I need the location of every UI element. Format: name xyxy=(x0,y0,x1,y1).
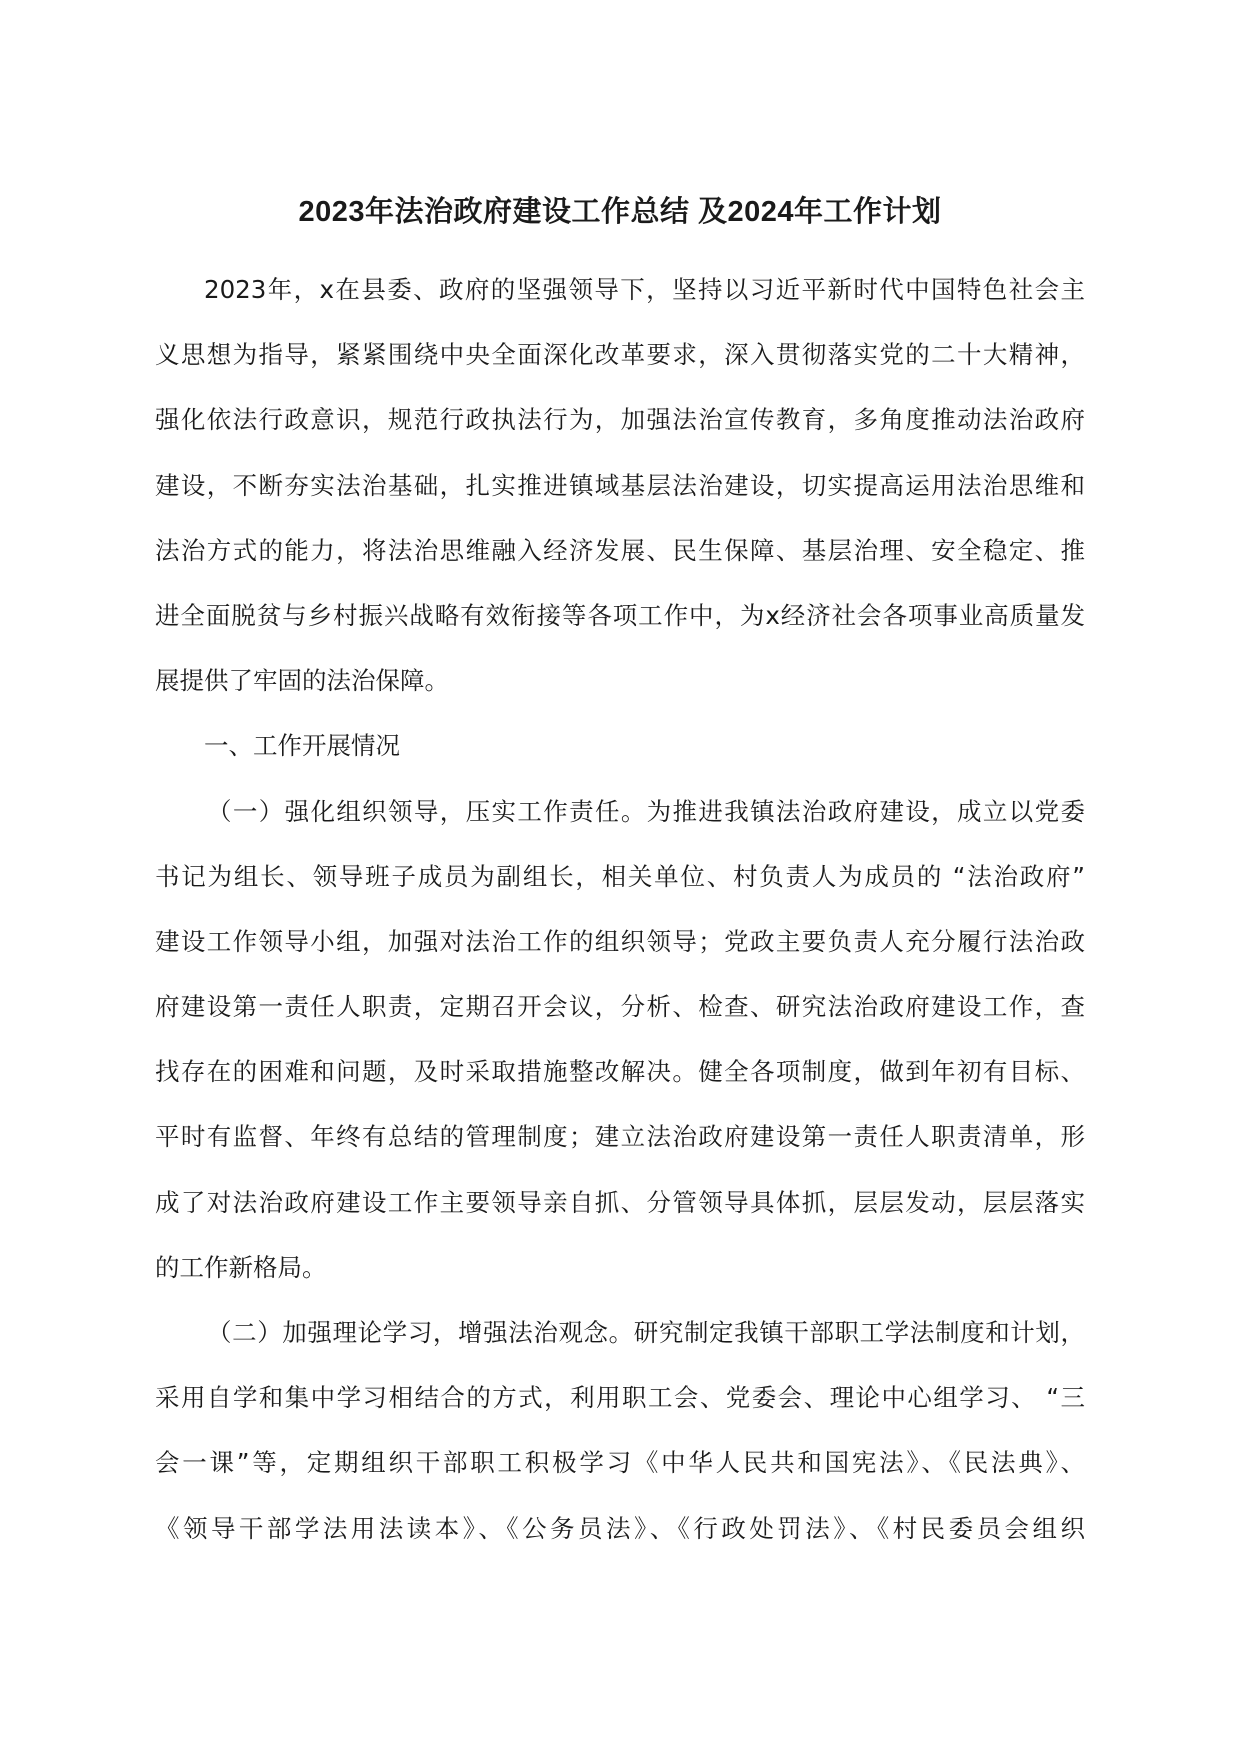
document-title: 2023年法治政府建设工作总结 及2024年工作计划 xyxy=(298,196,942,228)
section-heading: 一、工作开展情况 xyxy=(204,731,400,761)
paragraph-line: 府建设第一责任人职责，定期召开会议，分析、检查、研究法治政府建设工作，查 xyxy=(155,992,1085,1022)
paragraph-line: 强化依法行政意识，规范行政执法行为，加强法治宣传教育，多角度推动法治政府 xyxy=(155,405,1085,435)
paragraph-line: 2023年，x在县委、政府的坚强领导下，坚持以习近平新时代中国特色社会主 xyxy=(204,275,1085,304)
document-body xyxy=(155,257,1085,1561)
paragraph-line: 会一课”等，定期组织干部职工积极学习《中华人民共和国宪法》、《民法典》、 xyxy=(155,1448,1085,1478)
paragraph-line: 《领导干部学法用法读本》、《公务员法》、《行政处罚法》、《村民委员会组织 xyxy=(155,1513,1085,1543)
paragraph-line: 找存在的困难和问题，及时采取措施整改解决。健全各项制度，做到年初有目标、 xyxy=(155,1057,1085,1087)
paragraph-line: 成了对法治政府建设工作主要领导亲自抓、分管领导具体抓，层层发动，层层落实 xyxy=(155,1187,1085,1217)
paragraph-line: 进全面脱贫与乡村振兴战略有效衔接等各项工作中，为x经济社会各项事业高质量发 xyxy=(155,600,1085,630)
paragraph-line: 法治方式的能力，将法治思维融入经济发展、民生保障、基层治理、安全稳定、推 xyxy=(155,535,1085,565)
paragraph-line: 的工作新格局。 xyxy=(155,1252,327,1282)
paragraph-line: 义思想为指导，紧紧围绕中央全面深化改革要求，深入贯彻落实党的二十大精神， xyxy=(155,340,1085,370)
paragraph-line: 书记为组长、领导班子成员为副组长，相关单位、村负责人为成员的 “法治政府” xyxy=(155,861,1085,891)
paragraph-line: 平时有监督、年终有总结的管理制度；建立法治政府建设第一责任人职责清单，形 xyxy=(155,1122,1085,1152)
paragraph-line: （一）强化组织领导，压实工作责任。为推进我镇法治政府建设，成立以党委 xyxy=(207,796,1085,826)
paragraph-line: 建设工作领导小组，加强对法治工作的组织领导；党政主要负责人充分履行法治政 xyxy=(155,926,1085,956)
paragraph-line: 建设，不断夯实法治基础，扎实推进镇域基层法治建设，切实提高运用法治思维和 xyxy=(155,470,1085,500)
paragraph-line: （二）加强理论学习，增强法治观念。研究制定我镇干部职工学法制度和计划， xyxy=(207,1318,1085,1347)
paragraph-line: 展提供了牢固的法治保障。 xyxy=(155,666,449,696)
paragraph-line: 采用自学和集中学习相结合的方式，利用职工会、党委会、理论中心组学习、 “三 xyxy=(155,1383,1085,1413)
